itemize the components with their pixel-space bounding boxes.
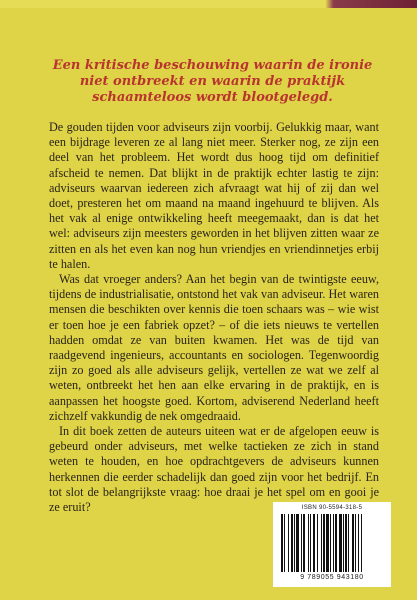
blurb-paragraph-3: In dit boek zetten de auteurs uiteen wat er de afgelopen eeuw is gebeurd onder adviseurs, met welke tactieken ze zich in stand weten te houden, en hoe opdrachtgevers de adviseurs kunnen herkennen die eerder schadelijk dan goed zijn voor het bedrijf. En tot slot de belangrijkste vraag: hoe draai je het spel om en gooi je ze eruit? [49, 424, 379, 515]
barcode-bar [291, 514, 293, 572]
barcode-graphic [281, 514, 385, 572]
barcode-bar [296, 514, 299, 572]
barcode-bar [301, 514, 302, 572]
barcode-bar [348, 514, 349, 572]
barcode-bar [288, 514, 289, 572]
barcode-bar [281, 514, 283, 572]
barcode-bar [343, 514, 344, 572]
cover-top-edge [0, 0, 417, 8]
isbn-text: ISBN 90-5594-318-5 [301, 505, 363, 511]
blurb-paragraph-1: De gouden tijden voor adviseurs zijn voorbij. Gelukkig maar, want een bijdrage leveren ze al lang niet meer. Sterker nog, ze zijn een deel van het probleem. Het wordt dus hoog tijd om definitief afscheid te nemen. Dat blijkt in de praktijk echter lastig te zijn: adviseurs waarvan iedereen zich afvraagt wat hij of zij dan wel doet, presteren het om maand na maand ingehuurd te blijven. Als het vak al enige ontwikkeling heeft meegemaakt, dan is dat het wel: adviseurs zijn meesters geworden in het blijven zitten waar ze zitten en als het even kan nog hun vriendjes en vriendinnetjes erbij te halen. [49, 120, 379, 271]
tagline: Een kritische beschouwing waarin de ironie niet ontbreekt en waarin de praktijk schaamteloos wordt blootgelegd. [52, 58, 373, 105]
ean-number: 9 789055 943180 [300, 574, 364, 581]
barcode-bar [345, 514, 347, 572]
barcode-bar [313, 514, 315, 572]
barcode-bar [326, 514, 329, 572]
barcode-bar [317, 514, 318, 572]
blurb-text [49, 120, 379, 515]
barcode-bar [335, 514, 337, 572]
barcode-bar [321, 514, 322, 572]
barcode-bar [355, 514, 356, 572]
barcode-bar [284, 514, 285, 572]
barcode-bar [303, 514, 305, 572]
barcode-bar [339, 514, 342, 572]
barcode-bar [294, 514, 295, 572]
barcode-label [273, 502, 391, 587]
blurb-paragraph-2: Was dat vroeger anders? Aan het begin van de twintigste eeuw, tijdens de industrialisatie, ontstond het vak van adviseur. Het waren mensen die beschikten over kennis die toen schaars was – wie wist er toen hoe je een fabriek opzet? – of die iets nieuws te vertellen hadden omdat ze van buiten kwamen. Het was de tijd van raadgevend ingenieurs, accountants en sociologen. Tegenwoordig zijn zo goed als alle adviseurs gelijk, vertellen ze wat we zelf al weten, ontbreekt het hen aan elke ervaring in de praktijk, en is aanpassen het hoogste goed. Kortom, adviserend Nederland heeft zichzelf vakkundig de nek omgedraaid. [49, 272, 379, 423]
barcode-bar [310, 514, 311, 572]
barcode-bar [323, 514, 325, 572]
barcode-bar [330, 514, 331, 572]
barcode-bar [358, 514, 359, 572]
barcode-bar [333, 514, 334, 572]
barcode-bar [361, 514, 362, 572]
barcode-bar [352, 514, 354, 572]
barcode-bar [308, 514, 309, 572]
